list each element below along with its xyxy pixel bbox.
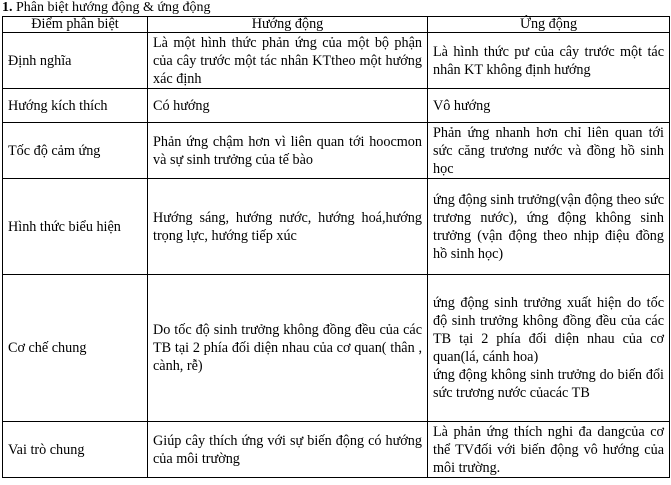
huong-dong-cell: Giúp cây thích ứng với sự biến động có hướng của môi trường <box>148 422 428 478</box>
ung-dong-text: Phản ứng nhanh hơn chỉ liên quan tới sức căng trương nước và đồng hồ sinh học <box>433 124 664 177</box>
huong-dong-cell: Do tốc độ sinh trưởng không đồng đều của các TB tại 2 phía đối diện nhau của cơ quan( thân , cành, rễ) <box>148 275 428 422</box>
section-heading <box>2 0 210 16</box>
comparison-table <box>2 16 670 478</box>
row-label: Hướng kích thích <box>3 89 148 123</box>
row-label: Tốc độ cảm ứng <box>3 123 148 179</box>
row-label: Cơ chế chung <box>3 275 148 422</box>
huong-dong-cell: Hướng sáng, hướng nước, hướng hoá,hướng trọng lực, hướng tiếp xúc <box>148 179 428 275</box>
ung-dong-cell <box>428 275 670 422</box>
table-row <box>3 422 670 478</box>
huong-dong-cell: Là một hình thức phản ứng của một bộ phận của cây trước một tác nhân KTtheo một hướng xác định <box>148 33 428 89</box>
table-row <box>3 123 670 179</box>
ung-dong-cell <box>428 179 670 275</box>
ung-dong-cell <box>428 89 670 123</box>
ung-dong-text: Là phản ứng thích nghi đa dangcủa cơ thể TVđối với biến động vô hướng của môi trường. <box>433 423 664 476</box>
section-title: Phân biệt hướng động & ứng động <box>16 0 211 15</box>
ung-dong-text: ứng động sinh trưởng(vận động theo sức trương nước), ứng động không sinh trưởng (vận động theo nhịp điệu đồng hồ sinh học) <box>433 191 664 262</box>
huong-dong-cell: Có hướng <box>148 89 428 123</box>
huong-dong-cell: Phản ứng chậm hơn vì liên quan tới hoocmon và sự sinh trưởng của tế bào <box>148 123 428 179</box>
ung-dong-text: Vô hướng <box>433 97 491 114</box>
header-row <box>3 17 670 33</box>
header-ung-dong: Ứng động <box>428 17 670 33</box>
ung-dong-text: Là hình thức pư của cây trước một tác nhân KT không định hướng <box>433 43 664 78</box>
table-row <box>3 33 670 89</box>
row-label: Hình thức biểu hiện <box>3 179 148 275</box>
table-row <box>3 89 670 123</box>
row-label: Định nghĩa <box>3 33 148 89</box>
section-number: 1. <box>2 0 13 15</box>
ung-dong-cell <box>428 123 670 179</box>
ung-dong-text: ứng động sinh trưởng xuất hiện do tốc độ sinh trưởng không đồng đều của các TB tại 2 phía đối diện nhau của cơ quan(lá, cánh hoa) <box>433 295 664 365</box>
ung-dong-text: ứng động không sinh trưởng do biến đổi sức trương nước củacác TB <box>433 367 664 401</box>
header-criteria: Điểm phân biệt <box>3 17 148 33</box>
ung-dong-cell <box>428 422 670 478</box>
header-huong-dong: Hướng động <box>148 17 428 33</box>
table-row <box>3 179 670 275</box>
ung-dong-cell <box>428 33 670 89</box>
row-label: Vai trò chung <box>3 422 148 478</box>
table-row <box>3 275 670 422</box>
